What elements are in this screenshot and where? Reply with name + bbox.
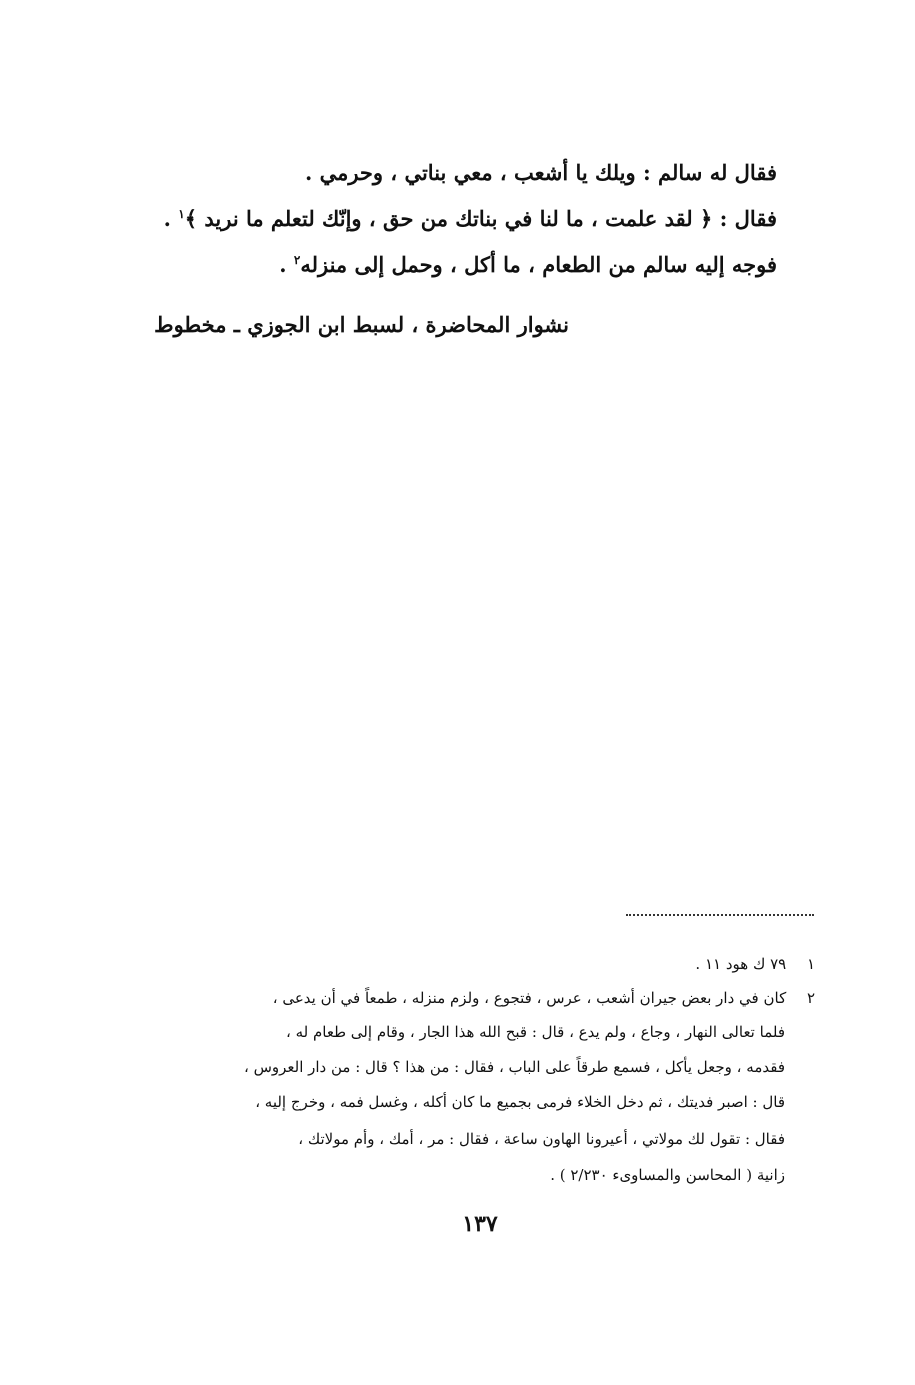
body-line-3-text: فوجه إليه سالم من الطعام ، ما أكل ، وحمل إلى منزله [300,252,777,277]
footnote-1-number: ١ [806,955,815,973]
footnote-2-line-1 [273,986,815,1010]
footnote-ref-2: ٢ [293,253,301,267]
body-line-3-end: . [279,252,294,277]
footnote-2-line-2: فلما تعالى النهار ، وجاع ، ولم يدع ، قال : قبح الله هذا الجار ، وقام إلى طعام له ، [286,1023,785,1041]
footnote-separator [626,914,814,916]
footnote-1 [695,952,815,976]
source-citation: نشوار المحاضرة ، لسبط ابن الجوزي ـ مخطوط [154,312,569,337]
body-line-1: فقال له سالم : ويلك يا أشعب ، معي بناتي ، وحرمي . [304,160,777,185]
body-line-2 [164,204,777,234]
footnote-2-line-4: قال : اصبر فديتك ، ثم دخل الخلاء فرمى بجميع ما كان أكله ، وغسل فمه ، وخرج إليه ، [255,1093,785,1111]
footnote-1-text: ٧٩ ك هود ١١ . [695,955,787,973]
footnote-2-text-1: كان في دار بعض جيران أشعب ، عرس ، فتجوع ، ولزم منزله ، طمعاً في أن يدعى ، [272,989,787,1007]
footnote-2-line-5: فقال : تقول لك مولاتي ، أعيرونا الهاون ساعة ، فقال : مر ، أمك ، وأم مولاتك ، [298,1130,785,1148]
body-line-3 [279,250,777,280]
footnote-2-line-6: زانية ( المحاسن والمساوىء ٢/٢٣٠ ) . [550,1166,785,1184]
footnote-ref-1: ١ [178,207,185,221]
body-line-2-end: . [163,206,179,231]
footnote-2-line-3: فقدمه ، وجعل يأكل ، فسمع طرقاً على الباب ، فقال : من هذا ؟ قال : من دار العروس ، [243,1058,785,1076]
body-line-2-text: فقال : ﴿ لقد علمت ، ما لنا في بناتك من حق ، وإنّك لتعلم ما نريد ﴾ [184,206,777,231]
page-number: ١٣٧ [462,1211,498,1237]
footnote-2-number: ٢ [806,989,815,1007]
